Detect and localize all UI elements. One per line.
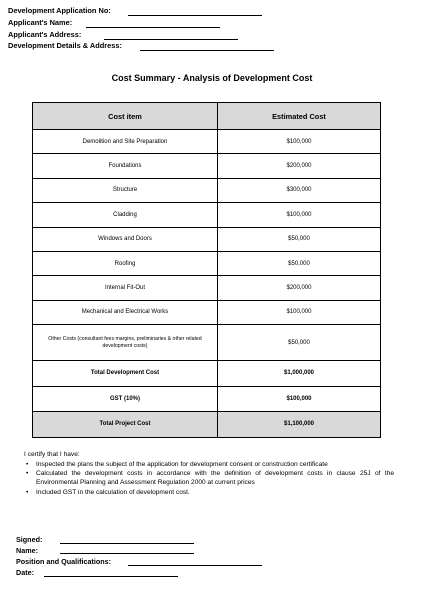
- list-item: • Inspected the plans the subject of the application for development consent or construction certificate: [26, 461, 328, 468]
- table-row: [33, 227, 381, 251]
- total-label-cell: Total Development Cost: [33, 361, 218, 387]
- dev-details-field[interactable]: [140, 50, 274, 51]
- position-label: Position and Qualifications:: [16, 557, 112, 566]
- project-total-value-cell: $1,100,000: [218, 412, 381, 438]
- cost-item-cell: Cladding: [33, 203, 218, 227]
- table-row: [33, 325, 381, 361]
- cost-item-cell: Mechanical and Electrical Works: [33, 300, 218, 324]
- cost-item-cell: Foundations: [33, 154, 218, 178]
- signed-field[interactable]: [60, 543, 194, 544]
- cost-item-cell: Other Costs (consultant fees margins, preliminaries & other related development costs): [33, 325, 218, 361]
- table-row: [33, 300, 381, 324]
- dev-details-label: Development Details & Address:: [8, 41, 122, 50]
- cost-value-cell: $50,000: [218, 251, 381, 275]
- signed-label: Signed:: [16, 535, 43, 544]
- bullet-icon: •: [26, 461, 29, 468]
- total-project-cost-row: [33, 412, 381, 438]
- cost-value-cell: $200,000: [218, 154, 381, 178]
- applicant-address-label: Applicant's Address:: [8, 30, 82, 39]
- certification-section: [24, 451, 394, 497]
- page-title: Cost Summary - Analysis of Development Cost: [111, 73, 313, 83]
- table-row: [33, 154, 381, 178]
- cost-item-cell: Internal Fit-Out: [33, 276, 218, 300]
- cost-item-cell: Windows and Doors: [33, 227, 218, 251]
- gst-row: [33, 386, 381, 412]
- col-header-cost-item: Cost item: [33, 103, 218, 130]
- cost-item-cell: Roofing: [33, 251, 218, 275]
- bullet-icon: •: [26, 488, 29, 496]
- cost-value-cell: $50,000: [218, 227, 381, 251]
- list-item: • Calculated the development costs in accordance with the definition of development costs in clause 25J of the Environmental Planning and Assessment Regulation 2000 at current prices: [26, 470, 394, 487]
- applicant-address-field[interactable]: [104, 39, 238, 40]
- certify-intro: I certify that I have:: [24, 451, 80, 458]
- cost-value-cell: $100,000: [218, 130, 381, 154]
- table-row: [33, 276, 381, 300]
- cost-value-cell: $100,000: [218, 203, 381, 227]
- date-field[interactable]: [44, 576, 178, 577]
- position-field[interactable]: [128, 565, 262, 566]
- app-no-label: Development Application No:: [8, 6, 111, 15]
- table-row: [33, 130, 381, 154]
- applicant-name-field[interactable]: [86, 27, 220, 28]
- name-label: Name:: [16, 546, 38, 555]
- gst-value-cell: $100,000: [218, 386, 381, 412]
- cost-item-cell: Structure: [33, 178, 218, 202]
- name-field[interactable]: [60, 553, 194, 554]
- cost-value-cell: $50,000: [218, 325, 381, 361]
- col-header-estimated-cost: Estimated Cost: [218, 103, 381, 130]
- certify-list: [24, 460, 394, 497]
- total-value-cell: $1,000,000: [218, 361, 381, 387]
- table-row: [33, 251, 381, 275]
- cost-value-cell: $300,000: [218, 178, 381, 202]
- list-item: • Included GST in the calculation of development cost.: [26, 488, 190, 496]
- cost-item-cell: Demolition and Site Preparation: [33, 130, 218, 154]
- table-row: [33, 178, 381, 202]
- app-no-field[interactable]: [128, 15, 262, 16]
- bullet-icon: •: [26, 470, 29, 478]
- table-row: [33, 203, 381, 227]
- project-total-label-cell: Total Project Cost: [33, 412, 218, 438]
- total-development-cost-row: [33, 361, 381, 387]
- cost-value-cell: $200,000: [218, 276, 381, 300]
- cost-value-cell: $100,000: [218, 300, 381, 324]
- gst-label-cell: GST (10%): [33, 386, 218, 412]
- cost-table: [32, 102, 381, 438]
- date-label: Date:: [16, 568, 34, 577]
- applicant-name-label: Applicant's Name:: [8, 18, 73, 27]
